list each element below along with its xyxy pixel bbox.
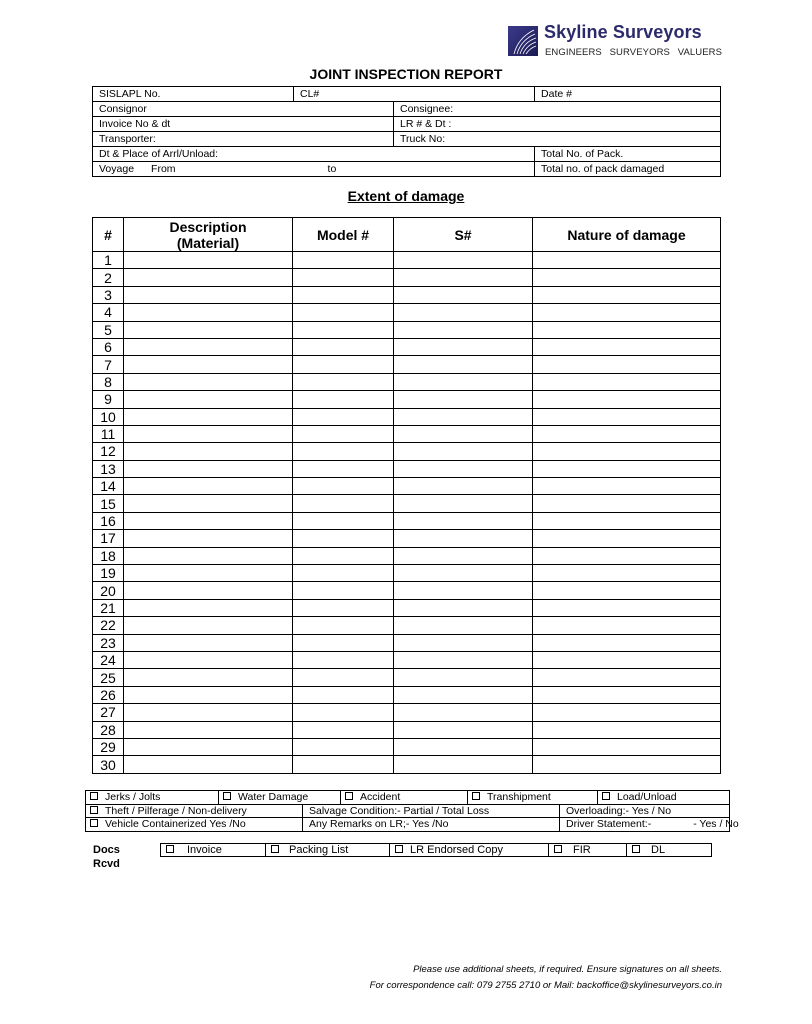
nature-cell[interactable] [533, 338, 721, 355]
voyage-from-label: From [151, 163, 176, 175]
serial-cell[interactable] [394, 582, 533, 599]
doc-packing-list[interactable] [266, 844, 390, 857]
doc-invoice[interactable] [161, 844, 266, 857]
option-water[interactable] [219, 791, 341, 805]
lr-field[interactable]: LR # & Dt : [394, 117, 721, 132]
table-row [93, 721, 721, 738]
sislapl-field[interactable]: SISLAPL No. [93, 87, 294, 102]
table-row [93, 582, 721, 599]
serial-cell[interactable] [394, 443, 533, 460]
checkbox-icon[interactable] [395, 845, 403, 853]
option-salvage[interactable]: Salvage Condition:- Partial / Total Loss [303, 804, 560, 818]
serial-cell[interactable] [394, 495, 533, 512]
description-cell[interactable] [124, 408, 293, 425]
table-row [93, 373, 721, 390]
checkbox-icon[interactable] [632, 845, 640, 853]
serial-cell[interactable] [394, 252, 533, 269]
table-row [93, 634, 721, 651]
model-cell[interactable] [293, 460, 394, 477]
row-number: 23 [93, 634, 124, 651]
table-row [93, 512, 721, 529]
serial-cell[interactable] [394, 512, 533, 529]
row-number: 10 [93, 408, 124, 425]
option-transhipment-label: Transhipment [487, 791, 551, 804]
voyage-field[interactable] [93, 162, 535, 177]
shipment-info-table [92, 86, 721, 177]
description-cell[interactable] [124, 565, 293, 582]
model-cell[interactable] [293, 651, 394, 668]
description-cell[interactable] [124, 756, 293, 773]
description-cell[interactable] [124, 582, 293, 599]
model-cell[interactable] [293, 669, 394, 686]
description-cell[interactable] [124, 669, 293, 686]
nature-cell[interactable] [533, 373, 721, 390]
table-row [93, 304, 721, 321]
option-accident[interactable] [341, 791, 468, 805]
row-number: 29 [93, 738, 124, 755]
description-cell[interactable] [124, 304, 293, 321]
nature-cell[interactable] [533, 669, 721, 686]
column-header-serial: S# [394, 218, 533, 252]
table-row [93, 425, 721, 442]
option-transhipment[interactable] [468, 791, 598, 805]
docs-label-line1: Docs [93, 844, 120, 856]
damage-table [92, 217, 721, 774]
table-row [93, 704, 721, 721]
doc-dl-label: DL [651, 844, 666, 856]
description-cell[interactable] [124, 425, 293, 442]
description-cell[interactable] [124, 651, 293, 668]
description-cell[interactable] [124, 286, 293, 303]
option-theft-label: Theft / Pilferage / Non-delivery [105, 804, 247, 817]
model-cell[interactable] [293, 547, 394, 564]
serial-cell[interactable] [394, 704, 533, 721]
serial-cell[interactable] [394, 721, 533, 738]
checkbox-icon[interactable] [90, 806, 98, 814]
description-cell[interactable] [124, 391, 293, 408]
docs-received-table [160, 843, 712, 857]
serial-cell[interactable] [394, 373, 533, 390]
column-header-nature: Nature of damage [533, 218, 721, 252]
description-cell[interactable] [124, 373, 293, 390]
option-load-unload-label: Load/Unload [617, 791, 677, 804]
model-cell[interactable] [293, 617, 394, 634]
description-cell[interactable] [124, 686, 293, 703]
serial-cell[interactable] [394, 756, 533, 773]
option-remarks[interactable]: Any Remarks on LR;- Yes /No [303, 818, 560, 832]
consignor-field[interactable]: Consignor [93, 102, 394, 117]
nature-cell[interactable] [533, 495, 721, 512]
docs-received-label [93, 843, 120, 871]
description-cell[interactable] [124, 634, 293, 651]
nature-cell[interactable] [533, 478, 721, 495]
description-cell[interactable] [124, 321, 293, 338]
row-number: 30 [93, 756, 124, 773]
description-cell[interactable] [124, 338, 293, 355]
report-title: JOINT INSPECTION REPORT [309, 66, 503, 82]
serial-cell[interactable] [394, 391, 533, 408]
nature-cell[interactable] [533, 686, 721, 703]
serial-cell[interactable] [394, 286, 533, 303]
checkbox-icon[interactable] [90, 819, 98, 827]
table-row [93, 478, 721, 495]
nature-cell[interactable] [533, 425, 721, 442]
description-cell[interactable] [124, 443, 293, 460]
extent-of-damage-heading: Extent of damage [347, 188, 465, 204]
nature-cell[interactable] [533, 582, 721, 599]
serial-cell[interactable] [394, 304, 533, 321]
row-number: 3 [93, 286, 124, 303]
nature-cell[interactable] [533, 408, 721, 425]
option-driver-value: - Yes / No [693, 818, 739, 831]
table-row [93, 269, 721, 286]
voyage-to-label: to [327, 163, 337, 175]
model-cell[interactable] [293, 425, 394, 442]
table-row [93, 495, 721, 512]
row-number: 26 [93, 686, 124, 703]
table-row [93, 547, 721, 564]
footer-note: Please use additional sheets, if required. Ensure signatures on all sheets. [413, 964, 722, 975]
nature-cell[interactable] [533, 617, 721, 634]
checkbox-icon[interactable] [90, 792, 98, 800]
serial-cell[interactable] [394, 599, 533, 616]
doc-lr-copy[interactable] [390, 844, 549, 857]
serial-cell[interactable] [394, 408, 533, 425]
model-cell[interactable] [293, 443, 394, 460]
serial-cell[interactable] [394, 651, 533, 668]
nature-cell[interactable] [533, 512, 721, 529]
column-header-description [124, 218, 293, 252]
serial-cell[interactable] [394, 530, 533, 547]
serial-cell[interactable] [394, 634, 533, 651]
description-header-line1: Description [169, 218, 247, 235]
footer-contact: For correspondence call: 079 2755 2710 or Mail: backoffice@skylinesurveyors.co.in [369, 980, 722, 991]
serial-cell[interactable] [394, 617, 533, 634]
total-pack-field[interactable]: Total No. of Pack. [535, 147, 721, 162]
checkbox-icon[interactable] [554, 845, 562, 853]
nature-cell[interactable] [533, 443, 721, 460]
description-cell[interactable] [124, 269, 293, 286]
nature-cell[interactable] [533, 704, 721, 721]
row-number: 7 [93, 356, 124, 373]
model-cell[interactable] [293, 338, 394, 355]
doc-packing-label: Packing List [289, 844, 349, 856]
table-row [93, 443, 721, 460]
row-number: 13 [93, 460, 124, 477]
description-cell[interactable] [124, 547, 293, 564]
option-vehicle-label: Vehicle Containerized Yes /No [105, 818, 246, 831]
model-cell[interactable] [293, 252, 394, 269]
model-cell[interactable] [293, 495, 394, 512]
nature-cell[interactable] [533, 738, 721, 755]
model-cell[interactable] [293, 582, 394, 599]
checkbox-icon[interactable] [271, 845, 279, 853]
model-cell[interactable] [293, 738, 394, 755]
row-number: 14 [93, 478, 124, 495]
description-header-line2: (Material) [176, 234, 240, 251]
description-cell[interactable] [124, 495, 293, 512]
damage-table-body [93, 252, 721, 774]
nature-cell[interactable] [533, 356, 721, 373]
row-number: 28 [93, 721, 124, 738]
serial-cell[interactable] [394, 738, 533, 755]
invoice-field[interactable]: Invoice No & dt [93, 117, 394, 132]
row-number: 17 [93, 530, 124, 547]
model-cell[interactable] [293, 599, 394, 616]
table-row [93, 356, 721, 373]
row-number: 19 [93, 565, 124, 582]
nature-cell[interactable] [533, 252, 721, 269]
description-cell[interactable] [124, 617, 293, 634]
arrival-field[interactable]: Dt & Place of Arrl/Unload: [93, 147, 535, 162]
nature-cell[interactable] [533, 460, 721, 477]
model-cell[interactable] [293, 686, 394, 703]
option-jerks[interactable] [86, 791, 219, 805]
row-number: 5 [93, 321, 124, 338]
checkbox-icon[interactable] [472, 792, 480, 800]
model-cell[interactable] [293, 512, 394, 529]
docs-label-line2: Rcvd [93, 858, 120, 870]
description-cell[interactable] [124, 704, 293, 721]
description-cell[interactable] [124, 252, 293, 269]
nature-cell[interactable] [533, 321, 721, 338]
row-number: 2 [93, 269, 124, 286]
row-number: 20 [93, 582, 124, 599]
option-overloading[interactable]: Overloading:- Yes / No [560, 804, 730, 818]
date-field[interactable]: Date # [535, 87, 721, 102]
total-damaged-field[interactable]: Total no. of pack damaged [535, 162, 721, 177]
nature-cell[interactable] [533, 304, 721, 321]
table-row [93, 669, 721, 686]
nature-cell[interactable] [533, 599, 721, 616]
table-row [93, 252, 721, 269]
doc-invoice-label: Invoice [187, 844, 222, 856]
model-cell[interactable] [293, 756, 394, 773]
option-vehicle[interactable] [86, 818, 303, 832]
serial-cell[interactable] [394, 460, 533, 477]
checkbox-icon[interactable] [345, 792, 353, 800]
model-cell[interactable] [293, 721, 394, 738]
row-number: 11 [93, 425, 124, 442]
serial-cell[interactable] [394, 269, 533, 286]
option-driver[interactable] [560, 818, 739, 832]
model-cell[interactable] [293, 408, 394, 425]
row-number: 9 [93, 391, 124, 408]
checkbox-icon[interactable] [602, 792, 610, 800]
description-cell[interactable] [124, 356, 293, 373]
model-cell[interactable] [293, 269, 394, 286]
description-cell[interactable] [124, 478, 293, 495]
row-number: 8 [93, 373, 124, 390]
serial-cell[interactable] [394, 669, 533, 686]
table-row [93, 391, 721, 408]
cl-field[interactable]: CL# [294, 87, 535, 102]
serial-cell[interactable] [394, 321, 533, 338]
checkbox-icon[interactable] [223, 792, 231, 800]
model-cell[interactable] [293, 304, 394, 321]
table-row [93, 460, 721, 477]
model-cell[interactable] [293, 373, 394, 390]
consignee-field[interactable]: Consignee: [394, 102, 721, 117]
row-number: 15 [93, 495, 124, 512]
row-number: 16 [93, 512, 124, 529]
nature-cell[interactable] [533, 269, 721, 286]
model-cell[interactable] [293, 286, 394, 303]
nature-cell[interactable] [533, 756, 721, 773]
table-row [93, 565, 721, 582]
model-cell[interactable] [293, 321, 394, 338]
column-header-number: # [93, 218, 124, 252]
description-cell[interactable] [124, 738, 293, 755]
truck-field[interactable]: Truck No: [394, 132, 721, 147]
model-cell[interactable] [293, 704, 394, 721]
nature-cell[interactable] [533, 530, 721, 547]
row-number: 21 [93, 599, 124, 616]
table-row [93, 738, 721, 755]
row-number: 24 [93, 651, 124, 668]
doc-lr-label: LR Endorsed Copy [410, 844, 503, 856]
nature-cell[interactable] [533, 634, 721, 651]
table-row [93, 599, 721, 616]
serial-cell[interactable] [394, 686, 533, 703]
description-cell[interactable] [124, 530, 293, 547]
row-number: 25 [93, 669, 124, 686]
company-name: Skyline Surveyors [544, 22, 702, 42]
description-cell[interactable] [124, 721, 293, 738]
row-number: 1 [93, 252, 124, 269]
transporter-field[interactable]: Transporter: [93, 132, 394, 147]
option-jerks-label: Jerks / Jolts [105, 791, 161, 804]
table-row [93, 651, 721, 668]
option-load-unload[interactable] [598, 791, 730, 805]
company-logo-icon [508, 26, 538, 56]
serial-cell[interactable] [394, 478, 533, 495]
doc-fir-label: FIR [573, 844, 591, 856]
table-row [93, 286, 721, 303]
table-row [93, 338, 721, 355]
row-number: 27 [93, 704, 124, 721]
nature-cell[interactable] [533, 286, 721, 303]
option-theft[interactable] [86, 804, 303, 818]
description-cell[interactable] [124, 512, 293, 529]
model-cell[interactable] [293, 530, 394, 547]
model-cell[interactable] [293, 565, 394, 582]
nature-cell[interactable] [533, 565, 721, 582]
nature-cell[interactable] [533, 651, 721, 668]
row-number: 22 [93, 617, 124, 634]
row-number: 12 [93, 443, 124, 460]
row-number: 18 [93, 547, 124, 564]
doc-fir[interactable] [549, 844, 627, 857]
checkbox-icon[interactable] [166, 845, 174, 853]
table-row [93, 530, 721, 547]
table-row [93, 617, 721, 634]
table-row [93, 756, 721, 773]
option-water-label: Water Damage [238, 791, 309, 804]
table-row [93, 686, 721, 703]
model-cell[interactable] [293, 478, 394, 495]
row-number: 6 [93, 338, 124, 355]
serial-cell[interactable] [394, 565, 533, 582]
option-accident-label: Accident [360, 791, 401, 804]
model-cell[interactable] [293, 356, 394, 373]
description-cell[interactable] [124, 460, 293, 477]
serial-cell[interactable] [394, 547, 533, 564]
model-cell[interactable] [293, 391, 394, 408]
column-header-model: Model # [293, 218, 394, 252]
option-driver-label: Driver Statement:- [566, 818, 652, 831]
doc-dl[interactable] [627, 844, 712, 857]
voyage-label: Voyage [99, 163, 135, 175]
serial-cell[interactable] [394, 425, 533, 442]
model-cell[interactable] [293, 634, 394, 651]
nature-cell[interactable] [533, 721, 721, 738]
damage-type-options [85, 790, 739, 832]
description-cell[interactable] [124, 599, 293, 616]
table-row [93, 408, 721, 425]
serial-cell[interactable] [394, 338, 533, 355]
nature-cell[interactable] [533, 547, 721, 564]
company-tagline: ENGINEERS SURVEYORS VALUERS [545, 47, 723, 58]
table-row [93, 321, 721, 338]
serial-cell[interactable] [394, 356, 533, 373]
row-number: 4 [93, 304, 124, 321]
nature-cell[interactable] [533, 391, 721, 408]
